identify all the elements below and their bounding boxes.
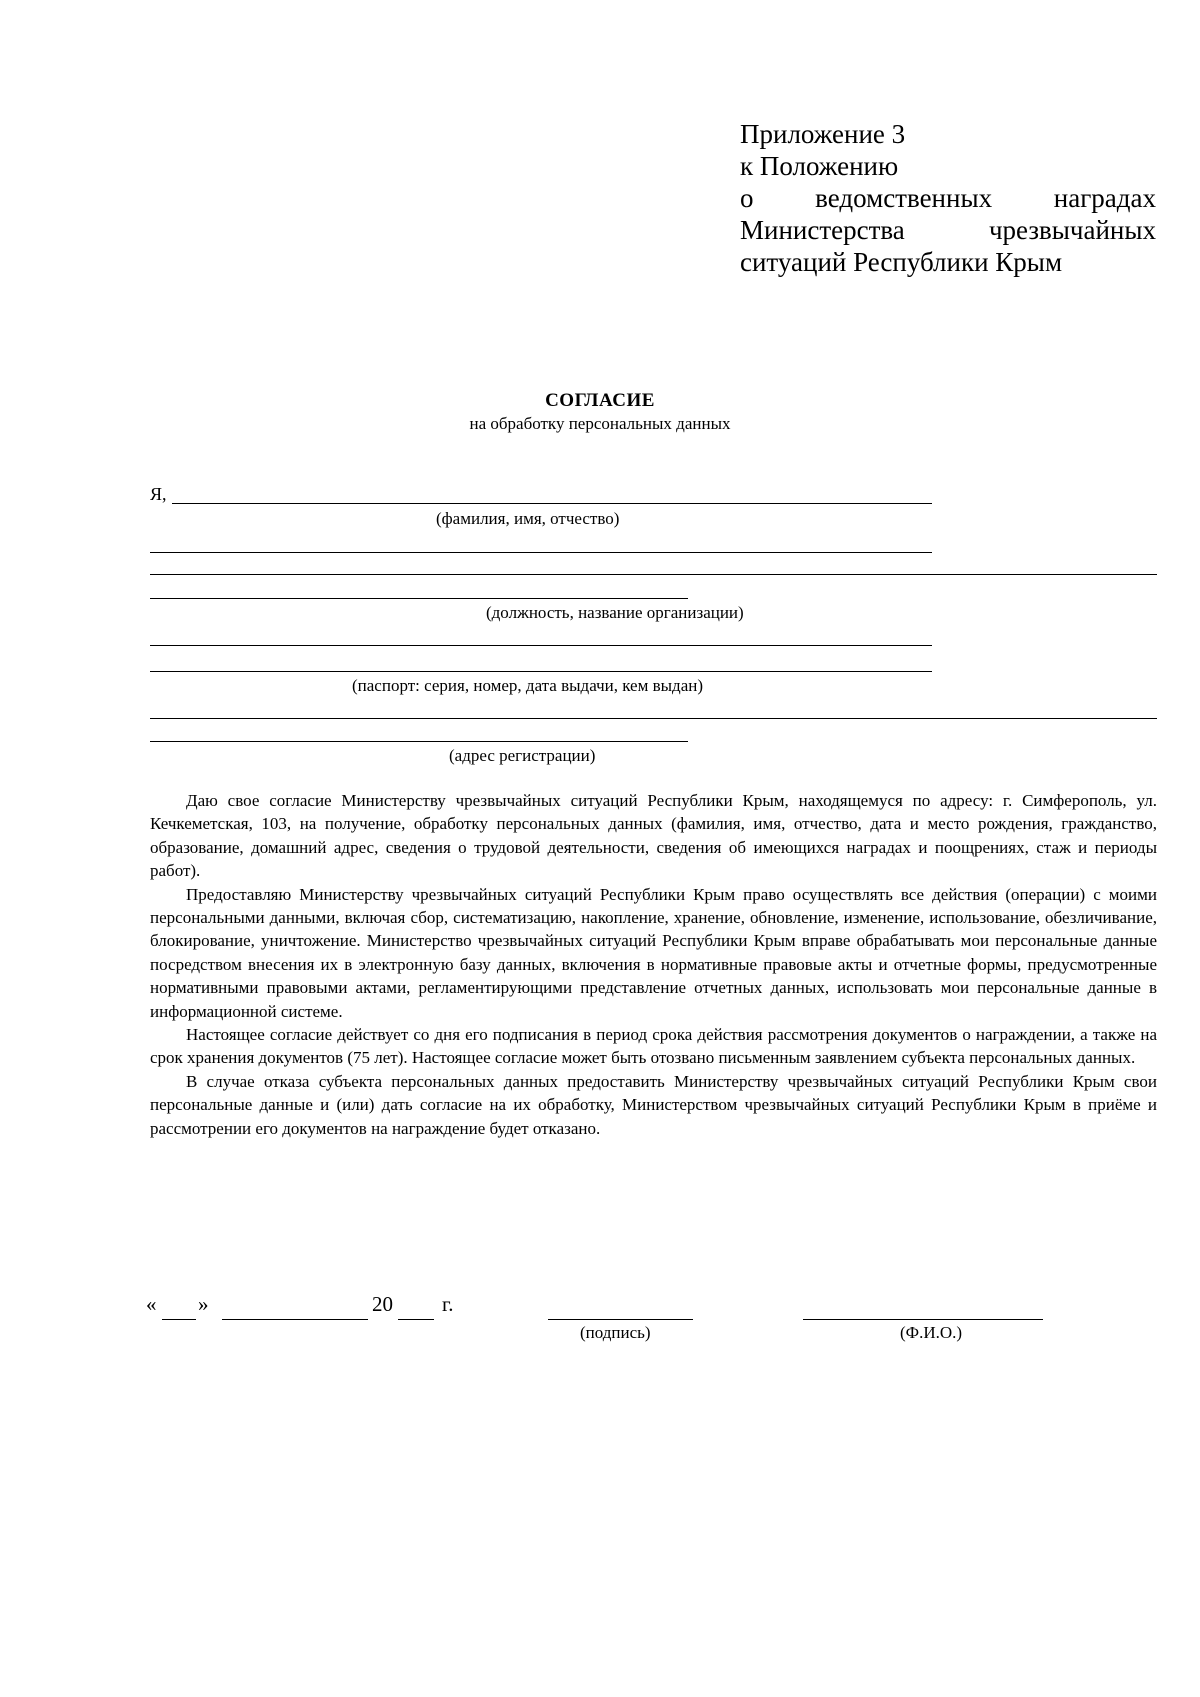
address-input-line-2[interactable]	[150, 741, 688, 742]
consent-paragraph-2: Предоставляю Министерству чрезвычайных ситуаций Республики Крым право осуществлять все действия (операции) с моими персональными данными, включая сбор, систематизацию, накопление, хранение, обновление, изменение, использование, обезличивание, блокирование, уничтожение. Министерство чрезвычайных ситуаций Республики Крым вправе обрабатывать мои персональные данные посредством внесения их в электронную базу данных, включения в нормативные правовые акты и отчетные формы, предусмотренные нормативными правовыми актами, регламентирующими представление отчетных данных, использовать мои персональные данные в информационной системе.	[150, 884, 1157, 1021]
date-year-line[interactable]	[398, 1319, 434, 1320]
consent-paragraph-3: Настоящее согласие действует со дня его подписания в период срока действия рассмотрения документов о награждении, а также на срок хранения документов (75 лет). Настоящее согласие может быть отозвано письменным заявлением субъекта персональных данных.	[150, 1025, 1157, 1068]
fio-caption: (фамилия, имя, отчество)	[436, 509, 620, 528]
consent-paragraph-4: В случае отказа субъекта персональных данных предоставить Министерству чрезвычайных ситуаций Республики Крым свои персональные данные и (или) дать согласие на их обработку, Министерством чрезвычайных ситуаций Республики Крым в приёме и рассмотрении его документов на награждение будет отказано.	[150, 1071, 1157, 1138]
fio-input-line[interactable]	[172, 503, 932, 504]
position-caption: (должность, название организации)	[486, 603, 744, 622]
passport-input-line-1[interactable]	[150, 645, 932, 646]
address-caption: (адрес регистрации)	[449, 746, 596, 765]
fio-signature-line[interactable]	[803, 1319, 1043, 1320]
date-year-suffix: г.	[442, 1292, 454, 1316]
appendix-line-2: к Положению	[740, 151, 899, 181]
appendix-line-5: ситуаций Республики Крым	[740, 247, 1063, 277]
fio-signature-caption: (Ф.И.О.)	[900, 1323, 963, 1342]
date-year-prefix: 20	[372, 1292, 393, 1316]
passport-caption: (паспорт: серия, номер, дата выдачи, кем выдан)	[352, 676, 704, 695]
appendix-word: ведомственных	[815, 183, 993, 213]
consent-paragraph-1: Даю свое согласие Министерству чрезвычайных ситуаций Республики Крым, находящемуся по адресу: г. Симферополь, ул. Кечкеметская, 103, на получение, обработку персональных данных (фамилия, имя, отчество, дата и место рождения, гражданство, образование, домашний адрес, сведения о трудовой деятельности, сведения об имеющихся наградах и поощрениях, стаж и периоды работ).	[150, 791, 1157, 881]
appendix-line-1: Приложение 3	[740, 119, 906, 149]
date-day-line[interactable]	[162, 1319, 196, 1320]
date-quote-open: «	[146, 1292, 157, 1316]
appendix-line-3	[740, 182, 1156, 214]
document-subtitle: на обработку персональных данных	[469, 414, 731, 433]
position-input-line-2[interactable]	[150, 574, 1157, 575]
date-quote-close: »	[198, 1292, 209, 1316]
position-input-line-3[interactable]	[150, 598, 688, 599]
appendix-word: о	[740, 183, 754, 213]
position-input-line-1[interactable]	[150, 552, 932, 553]
appendix-word: чрезвычайных	[988, 215, 1156, 245]
appendix-line-4	[740, 214, 1156, 246]
form-prefix: Я,	[150, 484, 167, 504]
date-month-line[interactable]	[222, 1319, 368, 1320]
address-input-line-1[interactable]	[150, 718, 1157, 719]
appendix-header	[740, 118, 1156, 278]
signature-line[interactable]	[548, 1319, 693, 1320]
signature-caption: (подпись)	[580, 1323, 651, 1342]
passport-input-line-2[interactable]	[150, 671, 932, 672]
consent-body	[150, 789, 1157, 1140]
document-title: СОГЛАСИЕ	[545, 390, 655, 411]
appendix-word: наградах	[1053, 183, 1156, 213]
appendix-word: Министерства	[740, 215, 905, 245]
